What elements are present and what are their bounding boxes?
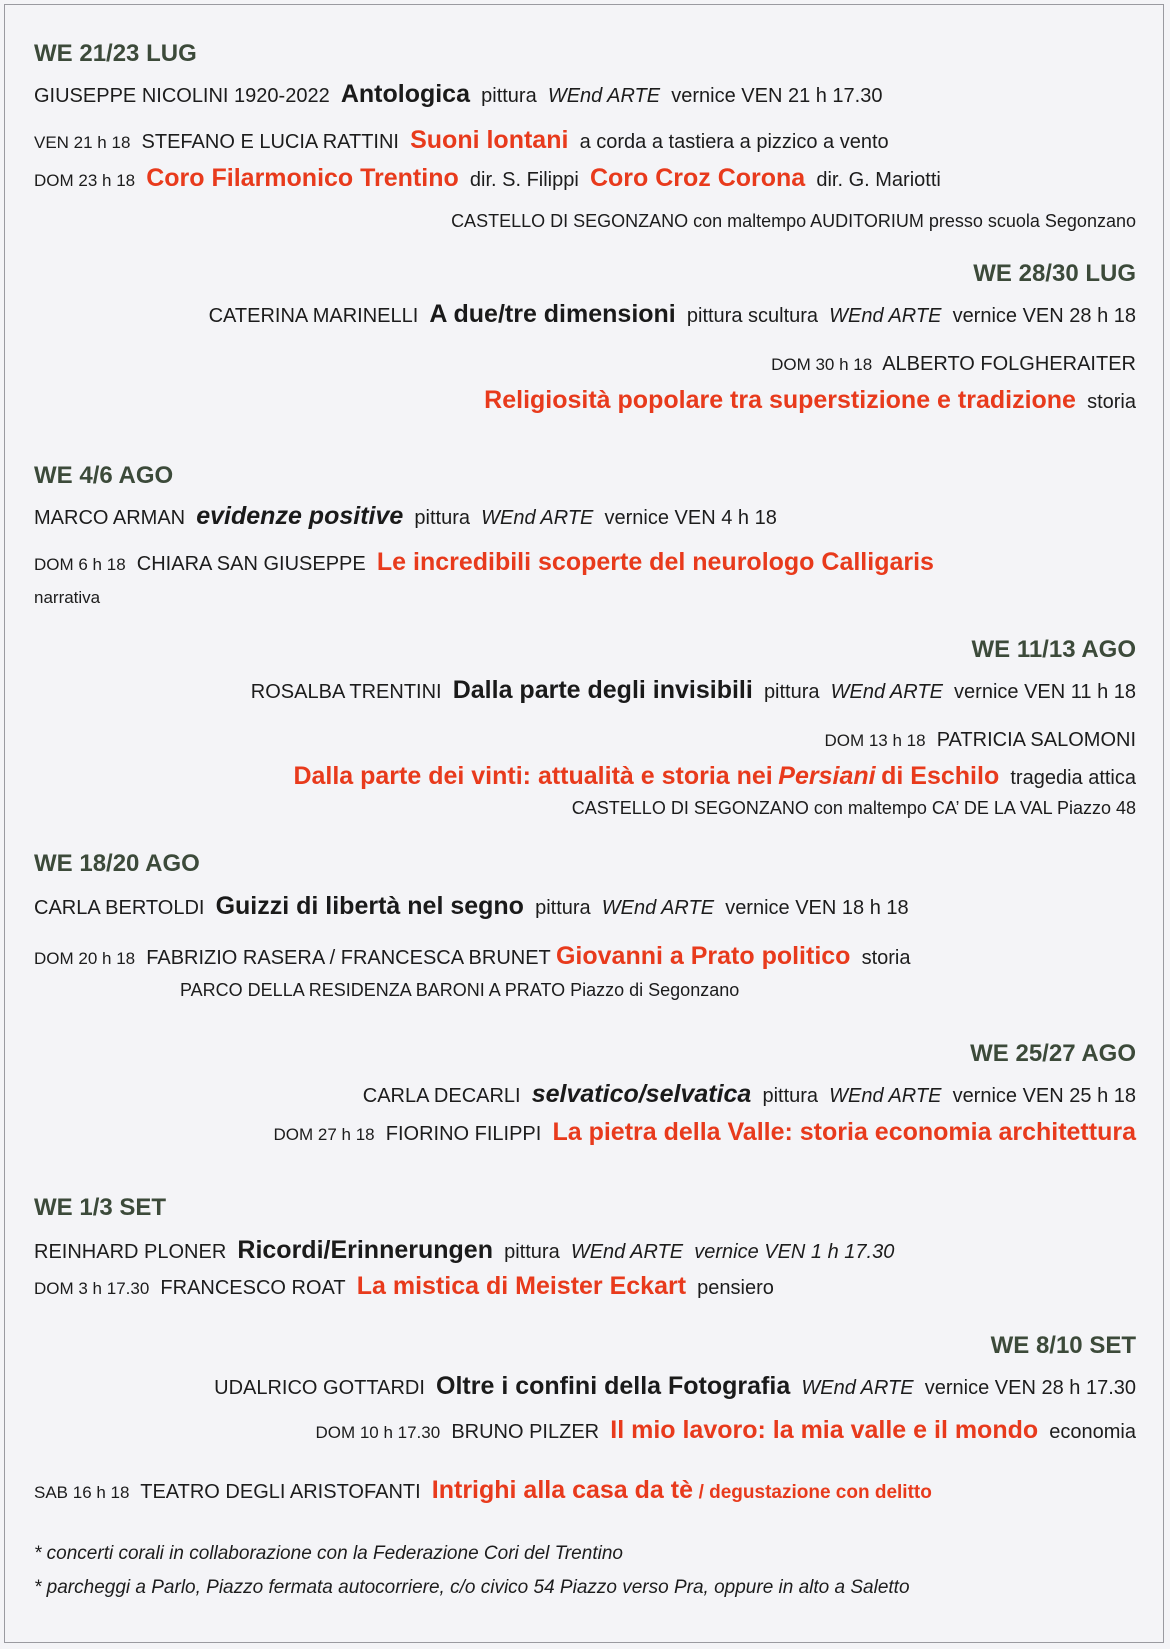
exhibition-line: MARCO ARMAN evidenze positive pittura WEnd ARTE vernice VEN 4 h 18 [34, 502, 777, 530]
exhibition-line: ROSALBA TRENTINI Dalla parte degli invisibili pittura WEnd ARTE vernice VEN 11 h 18 [250, 676, 1136, 704]
event-line: DOM 6 h 18 CHIARA SAN GIUSEPPE Le incredibili scoperte del neurologo Calligaris [34, 548, 934, 576]
exhibition-line: CARLA BERTOLDI Guizzi di libertà nel segno pittura WEnd ARTE vernice VEN 18 h 18 [34, 892, 909, 920]
event-line: DOM 3 h 17.30 FRANCESCO ROAT La mistica di Meister Eckart pensiero [34, 1272, 774, 1300]
event-line: Religiosità popolare tra superstizione e tradizione storia [484, 386, 1136, 414]
weekend-header: WE 1/3 SET [34, 1194, 167, 1221]
venue-line: CASTELLO DI SEGONZANO con maltempo AUDITORIUM presso scuola Segonzano [451, 211, 1136, 231]
event-line: DOM 10 h 17.30 BRUNO PILZER Il mio lavoro: la mia valle e il mondo economia [315, 1416, 1136, 1444]
exhibition-line: REINHARD PLONER Ricordi/Erinnerungen pittura WEnd ARTE vernice VEN 1 h 17.30 [34, 1236, 895, 1264]
weekend-header: WE 18/20 AGO [34, 850, 200, 877]
event-category: narrativa [34, 588, 101, 607]
weekend-header: WE 8/10 SET [990, 1332, 1136, 1359]
event-line: Dalla parte dei vinti: attualità e storia nei Persiani di Eschilo tragedia attica [293, 762, 1136, 790]
exhibition-line: CARLA DECARLI selvatico/selvatica pittura WEnd ARTE vernice VEN 25 h 18 [362, 1080, 1136, 1108]
event-line: DOM 13 h 18 PATRICIA SALOMONI [824, 729, 1136, 751]
weekend-header: WE 4/6 AGO [34, 462, 174, 489]
venue-line: PARCO DELLA RESIDENZA BARONI A PRATO Piazzo di Segonzano [180, 980, 740, 1000]
venue-line: CASTELLO DI SEGONZANO con maltempo CA’ DE LA VAL Piazzo 48 [571, 798, 1136, 818]
footnote: * parcheggi a Parlo, Piazzo fermata autocorriere, c/o civico 54 Piazzo verso Pra, oppure in alto a Saletto [34, 1577, 910, 1598]
event-line: VEN 21 h 18 STEFANO E LUCIA RATTINI Suoni lontani a corda a tastiera a pizzico a vento [34, 126, 889, 154]
event-line: DOM 20 h 18 FABRIZIO RASERA / FRANCESCA BRUNET Giovanni a Prato politico storia [34, 942, 911, 970]
footnote: * concerti corali in collaborazione con la Federazione Cori del Trentino [34, 1543, 623, 1564]
exhibition-line: UDALRICO GOTTARDI Oltre i confini della Fotografia WEnd ARTE vernice VEN 28 h 17.30 [214, 1372, 1136, 1400]
weekend-header: WE 21/23 LUG [34, 40, 197, 67]
event-line: DOM 30 h 18 ALBERTO FOLGHERAITER [771, 353, 1136, 375]
exhibition-line: GIUSEPPE NICOLINI 1920-2022 Antologica pittura WEnd ARTE vernice VEN 21 h 17.30 [34, 80, 883, 108]
weekend-header: WE 25/27 AGO [970, 1040, 1136, 1067]
weekend-header: WE 28/30 LUG [973, 260, 1136, 287]
event-line: DOM 27 h 18 FIORINO FILIPPI La pietra della Valle: storia economia architettura [273, 1118, 1136, 1146]
special-event-line: SAB 16 h 18 TEATRO DEGLI ARISTOFANTI Intrighi alla casa da tè / degustazione con delitto [34, 1476, 932, 1504]
weekend-header: WE 11/13 AGO [971, 636, 1136, 663]
event-line: DOM 23 h 18 Coro Filarmonico Trentino dir. S. Filippi Coro Croz Corona dir. G. Mariotti [34, 164, 941, 192]
exhibition-line: CATERINA MARINELLI A due/tre dimensioni pittura scultura WEnd ARTE vernice VEN 28 h 18 [208, 300, 1136, 328]
